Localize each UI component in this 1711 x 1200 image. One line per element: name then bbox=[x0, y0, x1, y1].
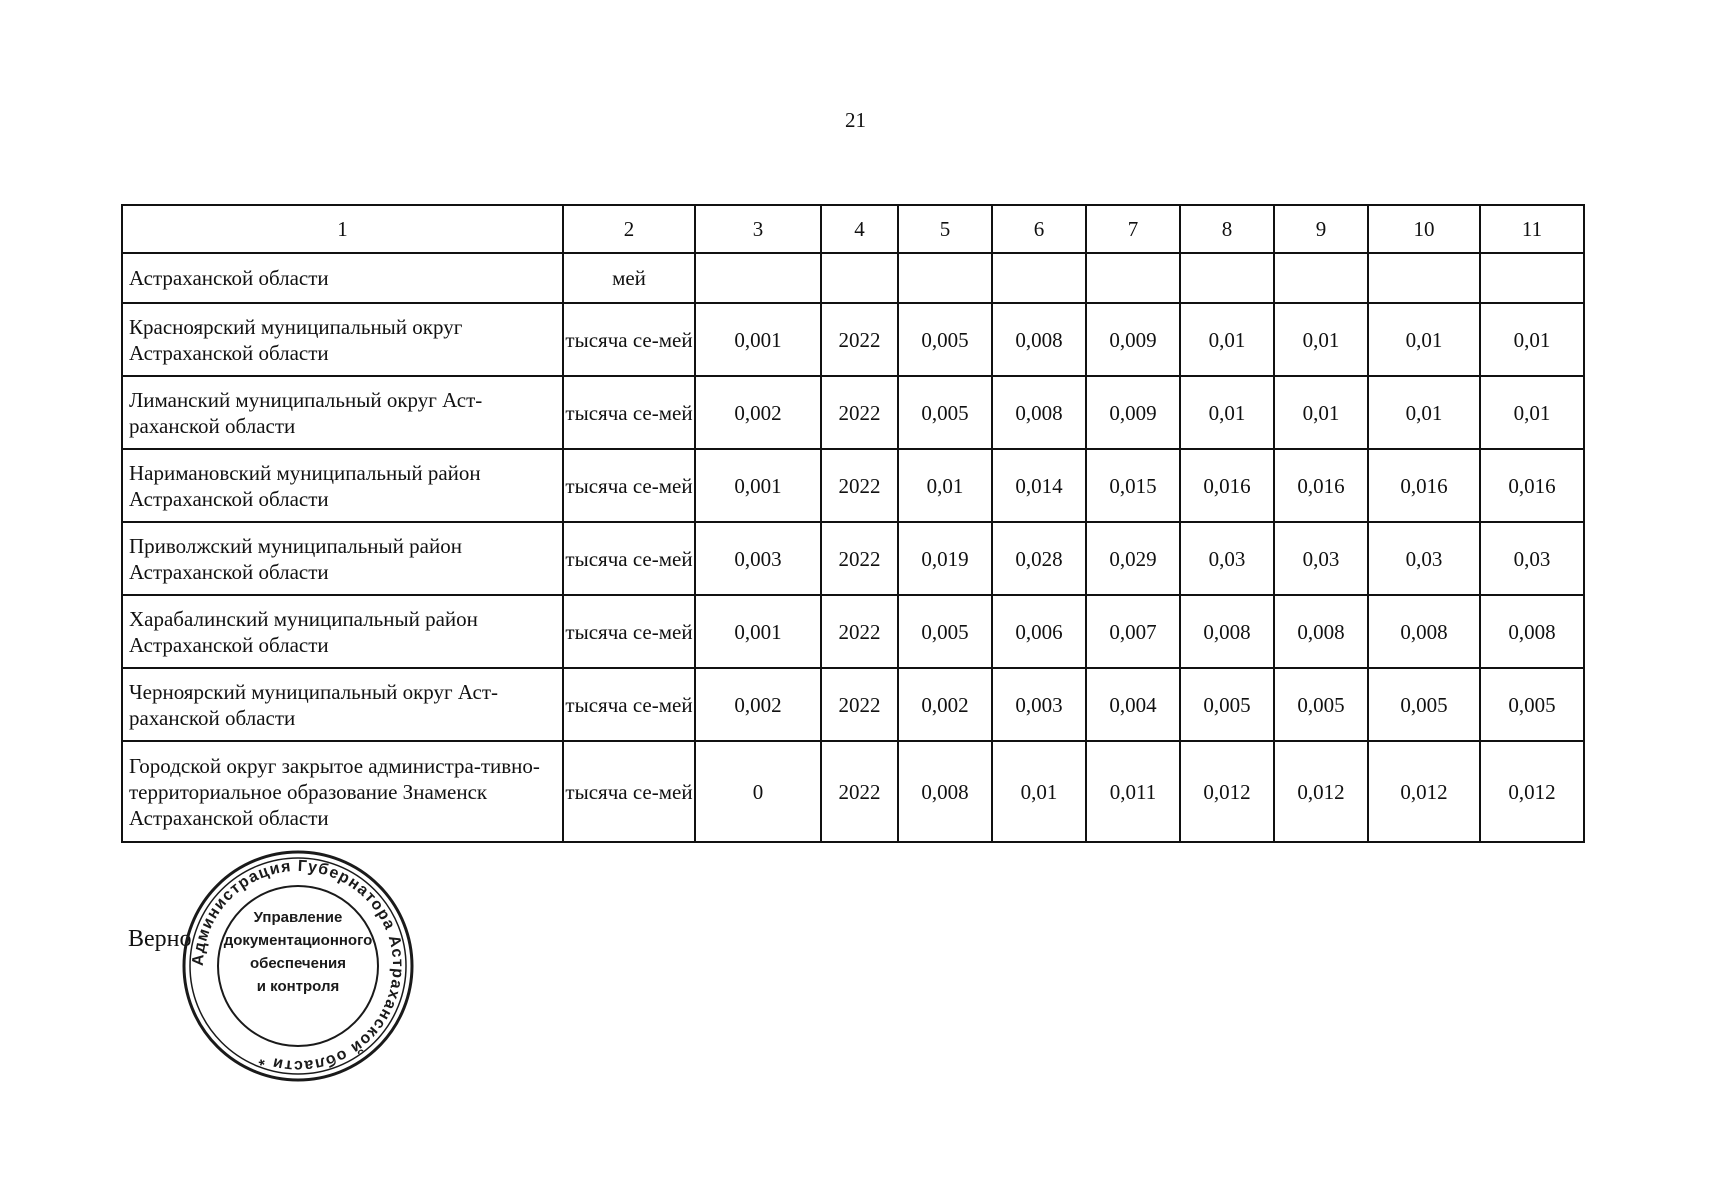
unit-cell: тысяча се-мей bbox=[563, 668, 695, 741]
value-cell: 0 bbox=[695, 741, 821, 842]
stamp-line: Управление bbox=[253, 909, 343, 926]
value-cell: 0,009 bbox=[1086, 376, 1180, 449]
value-cell: 0,005 bbox=[1180, 668, 1274, 741]
unit-cell: мей bbox=[563, 253, 695, 303]
value-cell: 2022 bbox=[821, 522, 898, 595]
column-header: 6 bbox=[992, 205, 1086, 253]
value-cell: 0,016 bbox=[1368, 449, 1480, 522]
value-cell: 0,005 bbox=[1368, 668, 1480, 741]
value-cell: 0,002 bbox=[898, 668, 992, 741]
value-cell bbox=[695, 253, 821, 303]
unit-cell: тысяча се-мей bbox=[563, 303, 695, 376]
table-row bbox=[122, 595, 1584, 668]
value-cell: 0,014 bbox=[992, 449, 1086, 522]
value-cell: 0,005 bbox=[898, 376, 992, 449]
value-cell: 0,03 bbox=[1368, 522, 1480, 595]
value-cell: 0,01 bbox=[1480, 303, 1584, 376]
value-cell: 0,01 bbox=[1480, 376, 1584, 449]
municipality-name: Харабалинский муниципальный район Астраханской области bbox=[122, 595, 563, 668]
table-row bbox=[122, 303, 1584, 376]
table-row bbox=[122, 376, 1584, 449]
table-row bbox=[122, 522, 1584, 595]
unit-cell: тысяча се-мей bbox=[563, 522, 695, 595]
value-cell: 0,028 bbox=[992, 522, 1086, 595]
value-cell: 0,001 bbox=[695, 595, 821, 668]
header-row bbox=[122, 205, 1584, 253]
column-header: 7 bbox=[1086, 205, 1180, 253]
municipality-name: Наримановский муниципальный район Астраханской области bbox=[122, 449, 563, 522]
value-cell: 0,016 bbox=[1480, 449, 1584, 522]
value-cell: 0,008 bbox=[898, 741, 992, 842]
unit-cell: тысяча се-мей bbox=[563, 376, 695, 449]
stamp-center-text bbox=[178, 906, 418, 998]
municipality-name: Городской округ закрытое администра-тивно-территориальное образование Знаменск Астраханской области bbox=[122, 741, 563, 842]
value-cell: 0,005 bbox=[1480, 668, 1584, 741]
value-cell: 0,01 bbox=[1274, 303, 1368, 376]
value-cell: 0,001 bbox=[695, 449, 821, 522]
value-cell: 0,01 bbox=[992, 741, 1086, 842]
municipality-name: Красноярский муниципальный округ Астраханской области bbox=[122, 303, 563, 376]
column-header: 9 bbox=[1274, 205, 1368, 253]
value-cell bbox=[992, 253, 1086, 303]
certify-label: Верно bbox=[128, 926, 192, 952]
value-cell: 0,008 bbox=[1480, 595, 1584, 668]
value-cell: 0,008 bbox=[992, 303, 1086, 376]
value-cell bbox=[1180, 253, 1274, 303]
official-stamp bbox=[178, 846, 418, 1086]
value-cell: 0,002 bbox=[695, 376, 821, 449]
value-cell: 0,006 bbox=[992, 595, 1086, 668]
value-cell: 0,007 bbox=[1086, 595, 1180, 668]
value-cell: 0,03 bbox=[1480, 522, 1584, 595]
value-cell: 2022 bbox=[821, 303, 898, 376]
value-cell: 0,005 bbox=[1274, 668, 1368, 741]
column-header: 8 bbox=[1180, 205, 1274, 253]
value-cell: 0,016 bbox=[1180, 449, 1274, 522]
unit-cell: тысяча се-мей bbox=[563, 595, 695, 668]
value-cell: 0,01 bbox=[1180, 376, 1274, 449]
value-cell: 0,016 bbox=[1274, 449, 1368, 522]
value-cell: 0,01 bbox=[1368, 376, 1480, 449]
value-cell bbox=[898, 253, 992, 303]
column-header: 10 bbox=[1368, 205, 1480, 253]
column-header: 3 bbox=[695, 205, 821, 253]
value-cell: 2022 bbox=[821, 376, 898, 449]
table-row bbox=[122, 253, 1584, 303]
value-cell: 0,012 bbox=[1368, 741, 1480, 842]
value-cell: 2022 bbox=[821, 449, 898, 522]
value-cell: 0,011 bbox=[1086, 741, 1180, 842]
value-cell: 0,003 bbox=[992, 668, 1086, 741]
stamp-line: документационного bbox=[223, 932, 373, 949]
municipality-name: Приволжский муниципальный район Астраханской области bbox=[122, 522, 563, 595]
value-cell bbox=[1086, 253, 1180, 303]
value-cell: 0,03 bbox=[1274, 522, 1368, 595]
value-cell bbox=[1480, 253, 1584, 303]
value-cell: 0,008 bbox=[1368, 595, 1480, 668]
unit-cell: тысяча се-мей bbox=[563, 741, 695, 842]
value-cell: 2022 bbox=[821, 595, 898, 668]
municipality-name: Астраханской области bbox=[122, 253, 563, 303]
municipality-name: Черноярский муниципальный округ Аст-раханской области bbox=[122, 668, 563, 741]
value-cell: 0,012 bbox=[1274, 741, 1368, 842]
value-cell: 0,012 bbox=[1480, 741, 1584, 842]
value-cell: 0,01 bbox=[1180, 303, 1274, 376]
value-cell: 0,008 bbox=[992, 376, 1086, 449]
column-header: 5 bbox=[898, 205, 992, 253]
stamp-line: и контроля bbox=[256, 978, 340, 995]
page-number: 21 bbox=[845, 108, 866, 132]
column-header: 1 bbox=[122, 205, 563, 253]
value-cell: 0,019 bbox=[898, 522, 992, 595]
value-cell: 0,003 bbox=[695, 522, 821, 595]
value-cell: 2022 bbox=[821, 668, 898, 741]
value-cell: 0,01 bbox=[1274, 376, 1368, 449]
value-cell: 0,03 bbox=[1180, 522, 1274, 595]
column-header: 2 bbox=[563, 205, 695, 253]
value-cell: 0,029 bbox=[1086, 522, 1180, 595]
value-cell: 0,002 bbox=[695, 668, 821, 741]
data-table bbox=[121, 204, 1585, 843]
value-cell: 0,004 bbox=[1086, 668, 1180, 741]
value-cell: 2022 bbox=[821, 741, 898, 842]
value-cell: 0,009 bbox=[1086, 303, 1180, 376]
column-header: 11 bbox=[1480, 205, 1584, 253]
value-cell bbox=[1274, 253, 1368, 303]
table-row bbox=[122, 668, 1584, 741]
municipality-name: Лиманский муниципальный округ Аст-раханской области bbox=[122, 376, 563, 449]
value-cell bbox=[1368, 253, 1480, 303]
value-cell: 0,008 bbox=[1180, 595, 1274, 668]
table-row bbox=[122, 449, 1584, 522]
value-cell: 0,005 bbox=[898, 303, 992, 376]
value-cell bbox=[821, 253, 898, 303]
value-cell: 0,01 bbox=[1368, 303, 1480, 376]
value-cell: 0,005 bbox=[898, 595, 992, 668]
value-cell: 0,015 bbox=[1086, 449, 1180, 522]
value-cell: 0,001 bbox=[695, 303, 821, 376]
column-header: 4 bbox=[821, 205, 898, 253]
stamp-line: обеспечения bbox=[249, 955, 347, 972]
unit-cell: тысяча се-мей bbox=[563, 449, 695, 522]
stamp-ring-text: Администрация Губернатора Астраханской области * bbox=[189, 857, 407, 1075]
value-cell: 0,01 bbox=[898, 449, 992, 522]
table-row bbox=[122, 741, 1584, 842]
value-cell: 0,012 bbox=[1180, 741, 1274, 842]
value-cell: 0,008 bbox=[1274, 595, 1368, 668]
